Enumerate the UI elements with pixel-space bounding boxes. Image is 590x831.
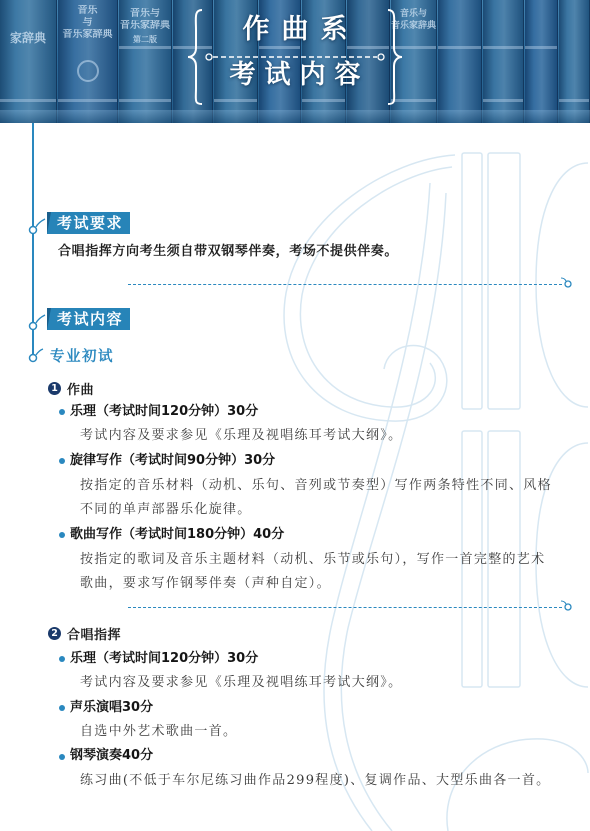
bullet-dot-icon	[59, 532, 65, 538]
exam-item-label-text: 乐理（考试时间120分钟）30分	[70, 650, 259, 666]
bullet-dot-icon	[59, 409, 65, 415]
spine-label: 音乐家辞典	[391, 21, 436, 31]
group-title: 合唱指挥	[67, 627, 122, 643]
exam-item-label-text: 乐理（考试时间120分钟）30分	[70, 403, 259, 419]
exam-item-description: 按指定的歌词及音乐主题材料（动机、乐节或乐句），写作一首完整的艺术	[80, 551, 546, 567]
group-title: 作曲	[67, 382, 95, 398]
bullet-dot-icon	[59, 656, 65, 662]
spine-label: 音乐与	[399, 9, 427, 19]
group-header	[48, 623, 121, 643]
exam-item-label	[0, 400, 590, 425]
exam-item-description: 考试内容及要求参见《乐理及视唱练耳考试大纲》。	[80, 675, 403, 691]
exam-item-label	[0, 744, 590, 768]
stage-marker-note-circle-icon	[24, 345, 46, 365]
requirements-text: 合唱指挥方向考生须自带双钢琴伴奏，考场不提供伴奏。	[58, 244, 399, 259]
exam-item-label	[0, 449, 590, 474]
spine-label: 音乐	[77, 5, 98, 16]
dashed-divider	[128, 607, 562, 608]
bullet-dot-icon	[59, 458, 65, 464]
group-header	[48, 378, 94, 398]
exam-item-description: 练习曲(不低于车尔尼练习曲作品299程度)、复调作品、大型乐曲各一首。	[80, 772, 551, 788]
stage-heading: 专业初试	[50, 348, 114, 365]
spine-label: 家辞典	[9, 31, 46, 45]
section-marker-note-circle-icon	[24, 217, 46, 237]
group-number-icon: 1	[48, 382, 61, 395]
exam-item-label-text: 钢琴演奏40分	[70, 748, 154, 764]
spine-label: 第二版	[133, 34, 157, 44]
spine-label: 音乐家辞典	[120, 20, 170, 31]
page-title-line2: 考试内容	[229, 60, 370, 90]
spine-label: 与	[82, 17, 93, 28]
section-heading-requirements: 考试要求	[47, 212, 130, 234]
header-banner	[0, 0, 590, 123]
exam-item-label	[0, 696, 590, 720]
exam-item-label-text: 声乐演唱30分	[70, 699, 154, 715]
dashed-divider	[128, 284, 562, 285]
group-number-icon: 2	[48, 627, 61, 640]
watermark-bar	[462, 153, 482, 409]
watermark-bar	[488, 153, 520, 409]
exam-item-description: 考试内容及要求参见《乐理及视唱练耳考试大纲》。	[80, 428, 403, 444]
spine-label: 音乐家辞典	[62, 29, 113, 40]
exam-item-description: 不同的单声部器乐化旋律。	[80, 502, 252, 518]
exam-item-label	[0, 523, 590, 548]
exam-item-label-text: 歌曲写作（考试时间180分钟）40分	[70, 527, 285, 543]
exam-item-label-text: 旋律写作（考试时间90分钟）30分	[70, 452, 276, 468]
bullet-dot-icon	[59, 754, 65, 760]
exam-item-label	[0, 647, 590, 671]
spine-label: 音乐与	[130, 8, 160, 19]
section-marker-note-circle-icon	[24, 313, 46, 333]
page-title-line1: 作曲系	[242, 14, 360, 45]
divider-end-note-circle-icon	[559, 276, 573, 290]
exam-item-description: 歌曲，要求写作钢琴伴奏（声种自定）。	[80, 576, 331, 592]
bullet-dot-icon	[59, 705, 65, 711]
group-item-list	[0, 400, 590, 598]
exam-item-description: 按指定的音乐材料（动机、乐句、音列或节奏型）写作两条特性不同、风格	[80, 477, 552, 493]
section-heading-content: 考试内容	[47, 308, 130, 330]
exam-item-description: 自选中外艺术歌曲一首。	[80, 723, 238, 739]
divider-end-note-circle-icon	[559, 599, 573, 613]
group-item-list	[0, 647, 590, 793]
